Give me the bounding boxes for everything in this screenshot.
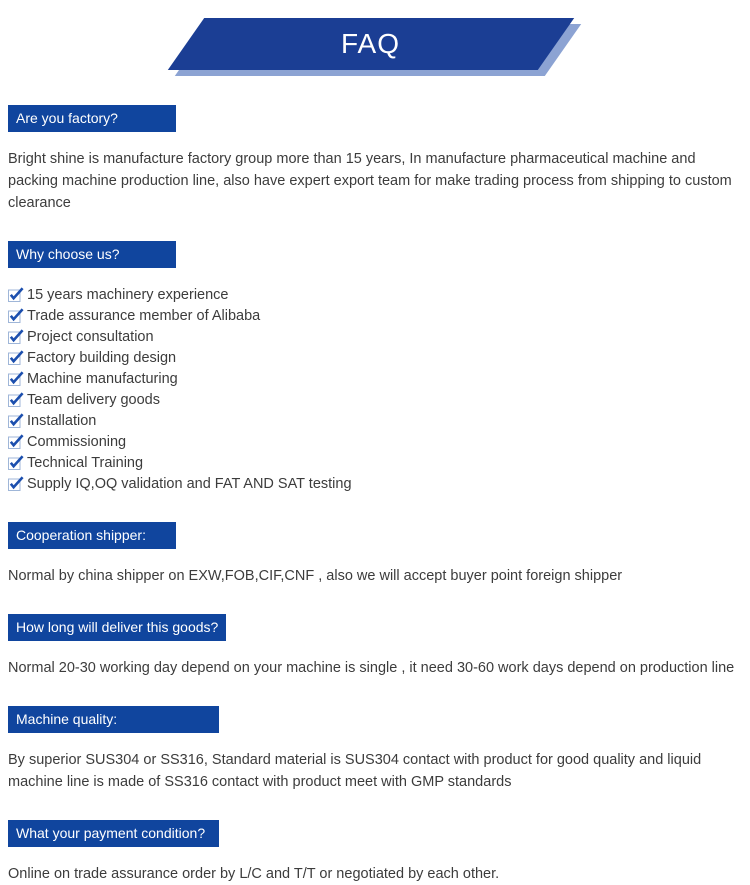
checkbox-checked-icon — [8, 434, 24, 449]
checklist-item-label: Supply IQ,OQ validation and FAT AND SAT testing — [27, 476, 352, 492]
checklist-item — [8, 453, 742, 474]
checklist-item-label: 15 years machinery experience — [27, 287, 229, 303]
section-heading — [8, 238, 742, 268]
faq-section — [8, 817, 742, 885]
checkbox-checked-icon — [8, 476, 24, 491]
banner-shape — [168, 18, 574, 70]
section-paragraph: By superior SUS304 or SS316, Standard material is SUS304 contact with product for good quality and liquid machine line is made of SS316 contact with product meet with GMP standards — [8, 752, 702, 790]
section-heading-label: Why choose us? — [8, 241, 176, 268]
checklist-item — [8, 327, 742, 348]
faq-section — [8, 611, 742, 679]
section-paragraph: Normal 20-30 working day depend on your machine is single , it need 30-60 work days depend on production line — [8, 660, 735, 676]
section-heading — [8, 703, 742, 733]
checklist-item — [8, 474, 742, 495]
banner-title: FAQ — [341, 28, 401, 59]
checklist-item — [8, 285, 742, 306]
section-heading-label: Are you factory? — [8, 105, 176, 132]
section-paragraph: Online on trade assurance order by L/C and T/T or negotiated by each other. — [8, 866, 500, 882]
checklist — [8, 285, 742, 495]
section-heading-label: Cooperation shipper: — [8, 522, 176, 549]
faq-section — [8, 102, 742, 214]
checklist-item — [8, 390, 742, 411]
faq-banner — [0, 8, 750, 78]
faq-section — [8, 703, 742, 793]
checklist-item — [8, 348, 742, 369]
checklist-item — [8, 411, 742, 432]
section-heading — [8, 519, 742, 549]
checklist-item-label: Commissioning — [27, 434, 127, 450]
faq-section — [8, 519, 742, 587]
checkbox-checked-icon — [8, 371, 24, 386]
section-paragraph: Normal by china shipper on EXW,FOB,CIF,CNF , also we will accept buyer point foreign shipper — [8, 568, 623, 584]
checklist-item-label: Technical Training — [27, 455, 144, 471]
checkbox-checked-icon — [8, 392, 24, 407]
section-heading — [8, 611, 742, 641]
checklist-item-label: Factory building design — [27, 350, 177, 366]
checkbox-checked-icon — [8, 350, 24, 365]
checklist-item-label: Machine manufacturing — [27, 371, 178, 387]
section-heading-label: How long will deliver this goods? — [8, 614, 226, 641]
checkbox-checked-icon — [8, 287, 24, 302]
checkbox-checked-icon — [8, 455, 24, 470]
checklist-item — [8, 306, 742, 327]
checklist-item-label: Team delivery goods — [27, 392, 160, 408]
faq-section — [8, 238, 742, 495]
section-paragraph: Bright shine is manufacture factory group more than 15 years, In manufacture pharmaceutical machine and packing machine production line, also have expert export team for make trading process from shipping to custom clearance — [8, 151, 732, 211]
checklist-item-label: Installation — [27, 413, 97, 429]
checklist-item — [8, 432, 742, 453]
checkbox-checked-icon — [8, 413, 24, 428]
checklist-item-label: Trade assurance member of Alibaba — [27, 308, 261, 324]
faq-sections — [0, 102, 750, 885]
section-heading-label: Machine quality: — [8, 706, 219, 733]
checklist-item — [8, 369, 742, 390]
checkbox-checked-icon — [8, 308, 24, 323]
checkbox-checked-icon — [8, 329, 24, 344]
section-heading-label: What your payment condition? — [8, 820, 219, 847]
section-heading — [8, 102, 742, 132]
checklist-item-label: Project consultation — [27, 329, 154, 345]
